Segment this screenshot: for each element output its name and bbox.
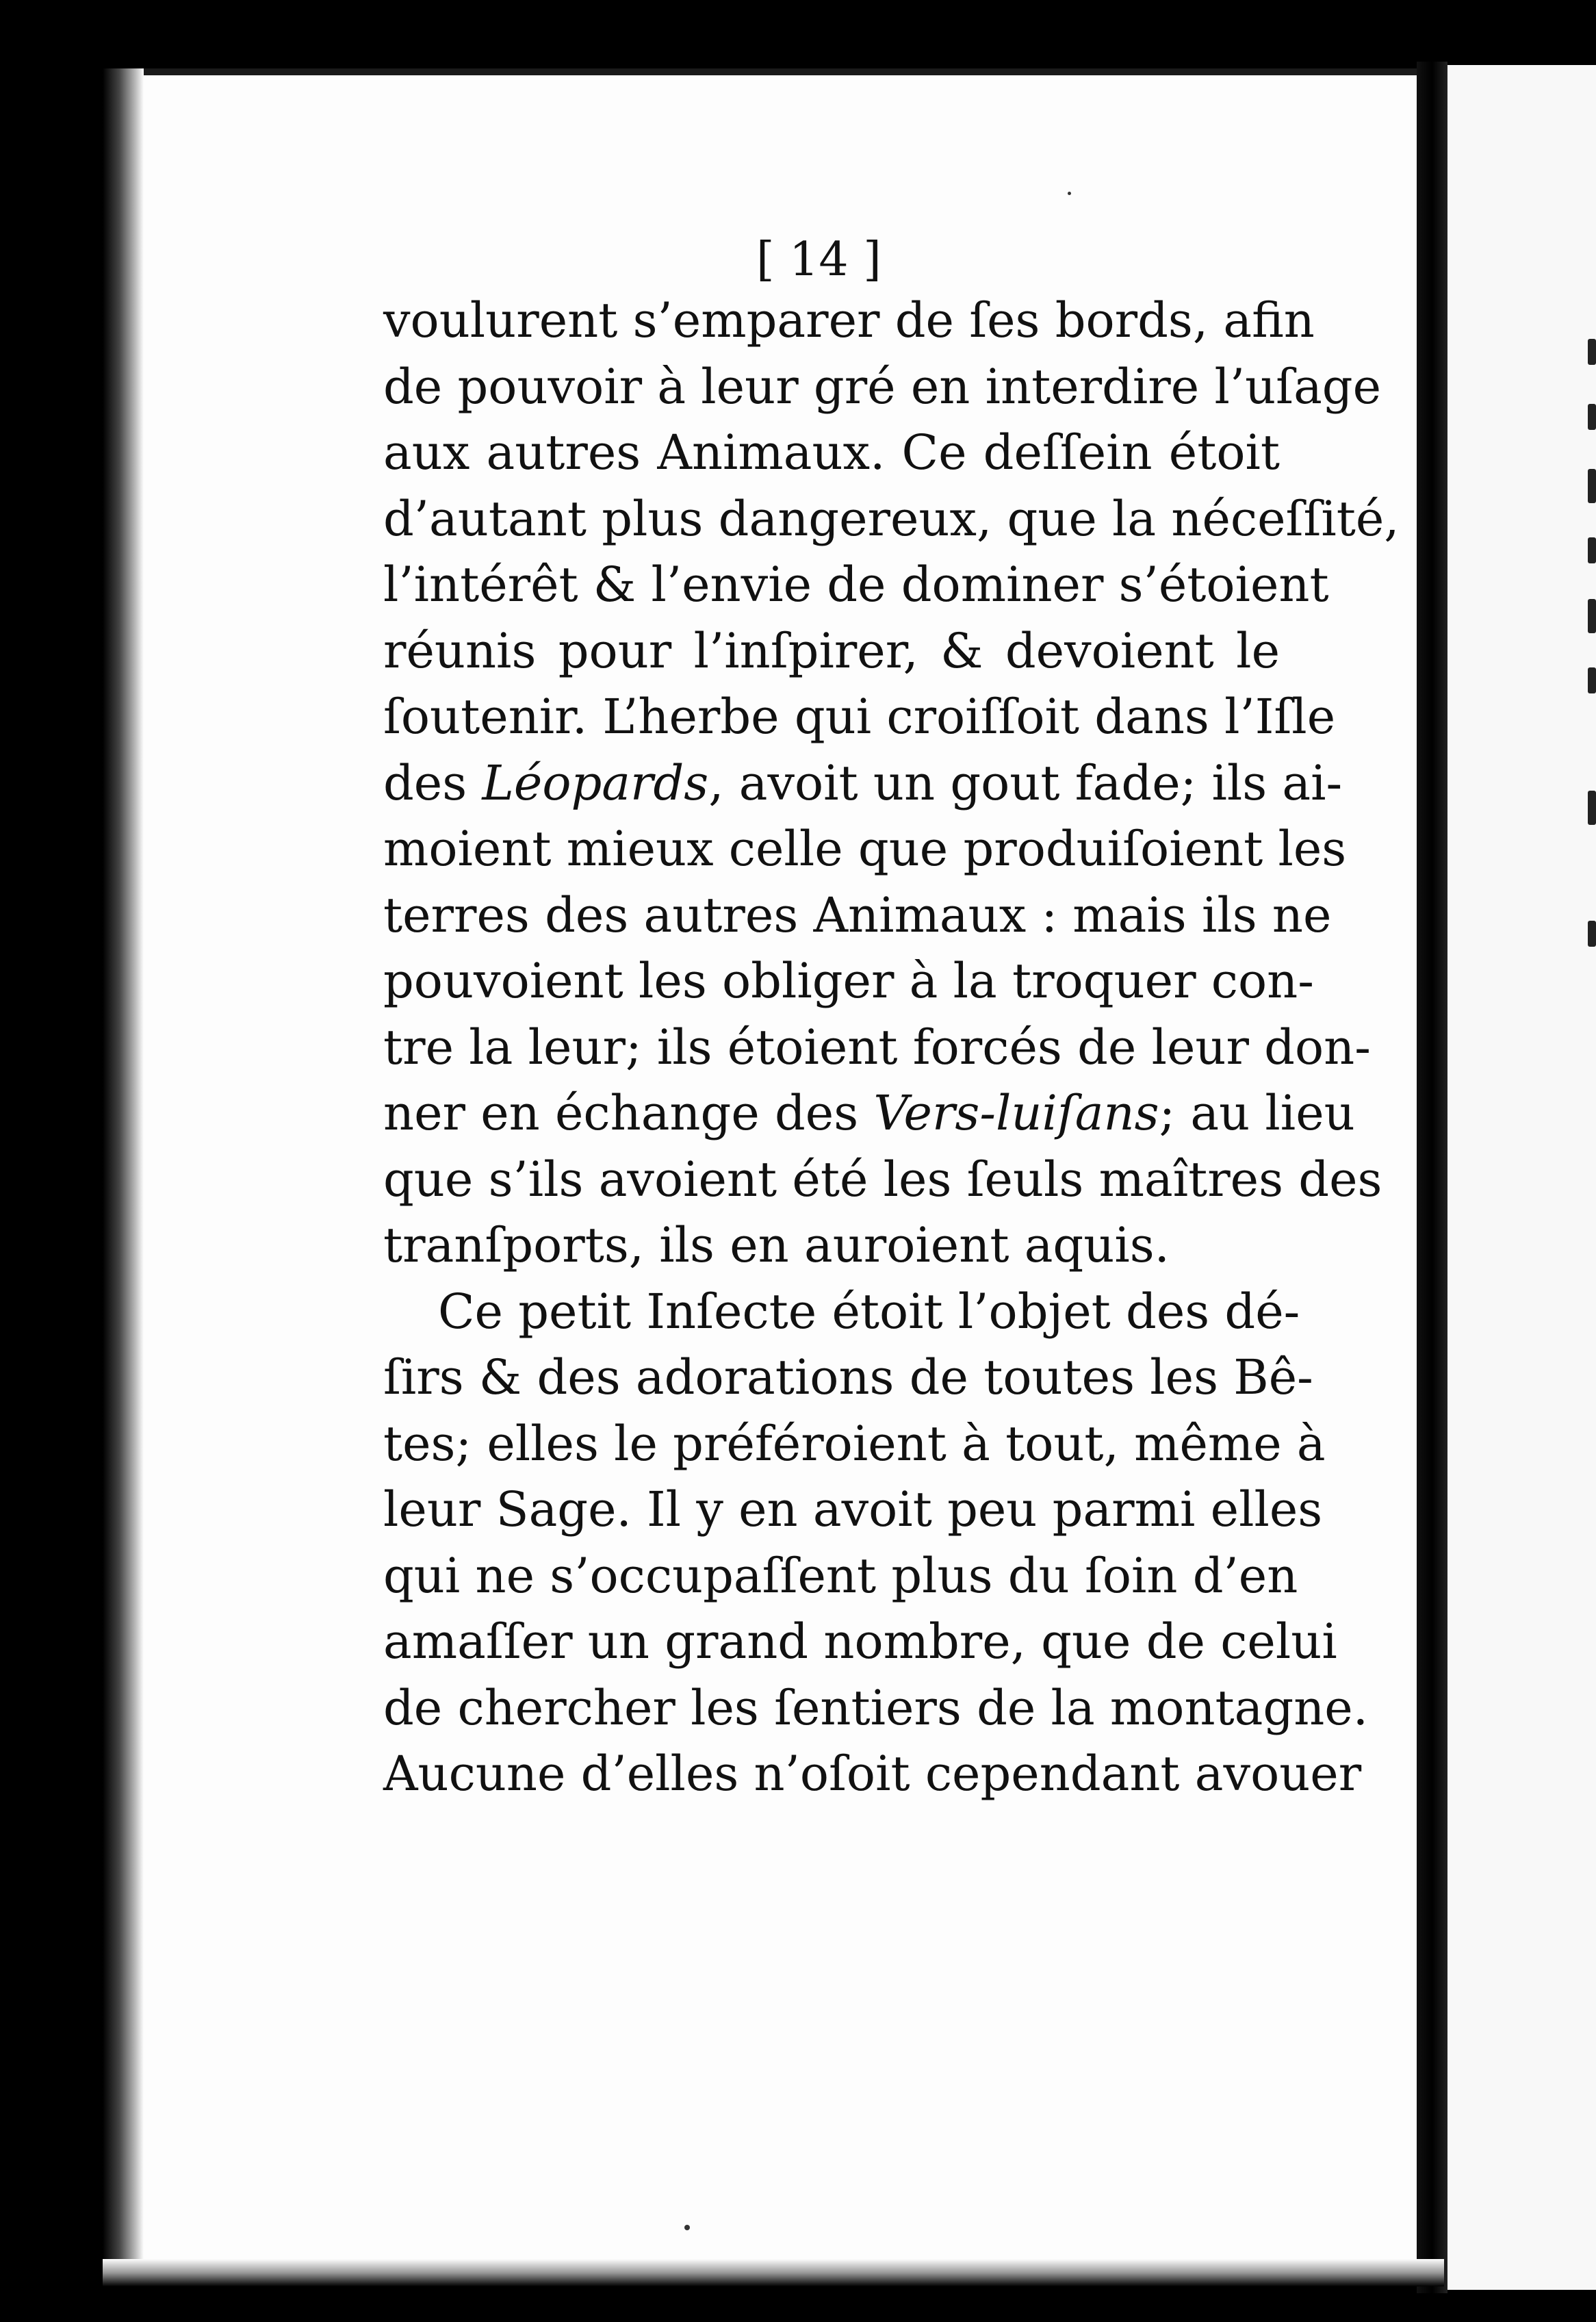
text-line: tes; elles le préféroient à tout, même à (383, 1415, 1326, 1472)
paragraph (383, 288, 1400, 1279)
facing-page-letter-fragment (1588, 339, 1596, 365)
body-text (383, 288, 1400, 1807)
paper-speck (684, 2225, 690, 2230)
book-gutter (1417, 62, 1447, 2293)
facing-page-letter-fragment (1588, 667, 1596, 693)
text-line: amaſſer un grand nombre, que de celui (383, 1613, 1337, 1670)
page-number: [ 14 ] (756, 233, 881, 287)
text-line: ſirs & des adorations de toutes les Bê- (383, 1349, 1313, 1405)
text-line: que s’ils avoient été les ſeuls maîtres des (383, 1151, 1382, 1208)
facing-page-edge (1447, 65, 1596, 2290)
text-line: de chercher les ſentiers de la montagne. (383, 1679, 1368, 1736)
text-line: qui ne s’occupaſſent plus du ſoin d’en (383, 1547, 1298, 1604)
text-line: moient mieux celle que produiſoient les (383, 821, 1347, 877)
text-line: pouvoient les obliger à la troquer con- (383, 953, 1314, 1009)
text-line: d’autant plus dangereux, que la néceſſité, (383, 490, 1400, 547)
facing-page-letter-fragment (1588, 921, 1596, 947)
paragraph (383, 1279, 1368, 1807)
text-line: des Léopards, avoit un gout fade; ils ai- (383, 754, 1343, 811)
text-line: aux autres Animaux. Ce deſſein étoit (383, 424, 1280, 481)
facing-page-letter-fragment (1588, 791, 1596, 825)
facing-page-letter-fragment (1588, 469, 1596, 503)
text-line: l’intérêt & l’envie de dominer s’étoient (383, 557, 1329, 613)
page-binding-shadow (103, 68, 144, 2286)
text-line: voulurent s’emparer de ſes bords, afin (383, 292, 1315, 348)
paper-speck (1068, 192, 1071, 195)
italic-term: Vers-luiſans (873, 1085, 1159, 1141)
text-line: Aucune d’elles n’oſoit cependant avouer (383, 1746, 1362, 1802)
italic-term: Léopards (482, 754, 709, 811)
text-line: réunis pour l’inſpirer, & devoient le (383, 622, 1280, 679)
text-line: Ce petit Inſecte étoit l’objet des dé- (438, 1283, 1300, 1340)
facing-page-letter-fragment (1588, 537, 1596, 563)
text-line: leur Sage. Il y en avoit peu parmi elles (383, 1481, 1323, 1538)
text-line: terres des autres Animaux : mais ils ne (383, 886, 1332, 943)
text-line: ſoutenir. L’herbe qui croiſſoit dans l’Iſle (383, 689, 1336, 745)
page-bottom-edge (103, 2259, 1444, 2286)
text-line: de pouvoir à leur gré en interdire l’uſage (383, 358, 1382, 415)
facing-page-letter-fragment (1588, 599, 1596, 633)
text-line: ner en échange des Vers-luiſans; au lieu (383, 1085, 1355, 1141)
text-line: tranſports, ils en auroient aquis. (383, 1217, 1170, 1273)
facing-page-letter-fragment (1588, 404, 1596, 430)
text-line: tre la leur; ils étoient forcés de leur don- (383, 1019, 1371, 1075)
